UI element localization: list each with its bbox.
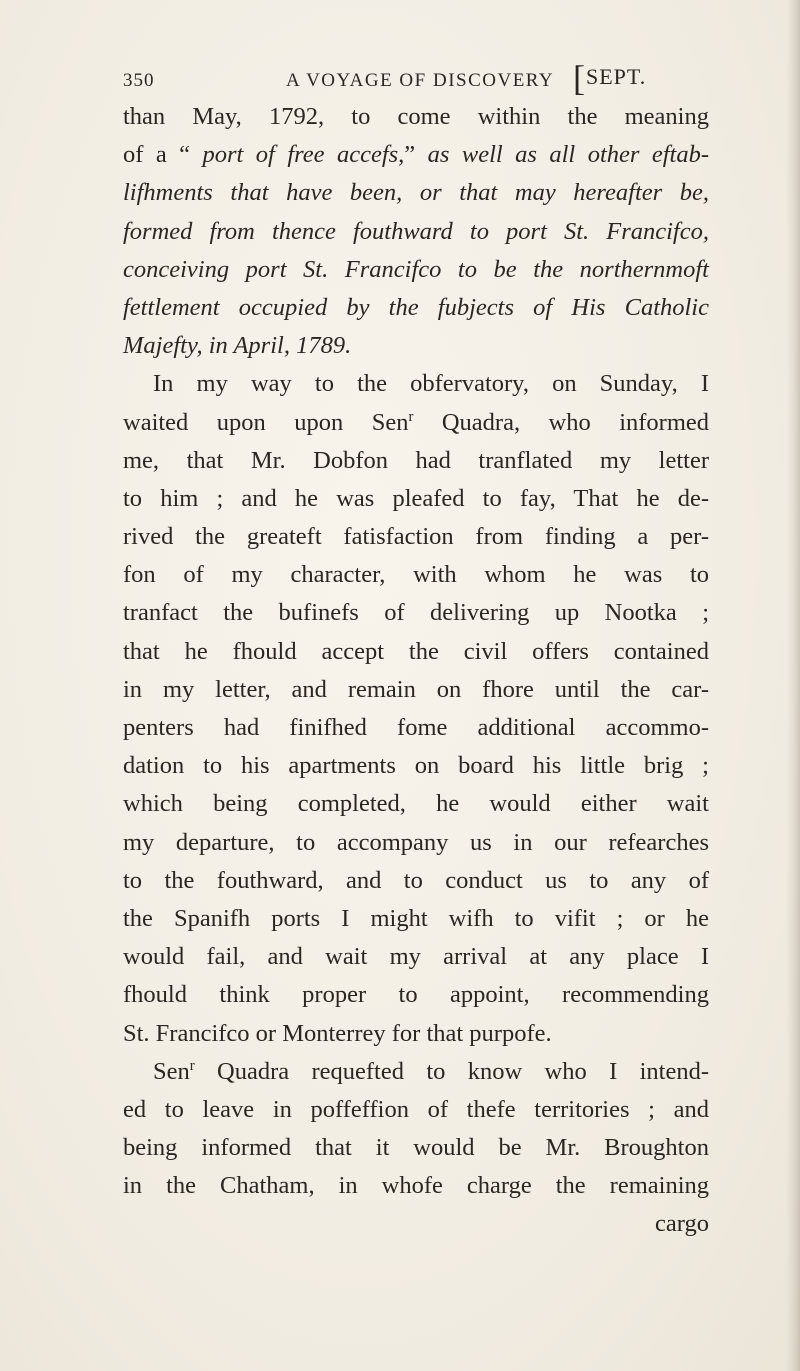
running-title: A VOYAGE OF DISCOVERY: [286, 70, 555, 91]
text-line: [123, 174, 709, 212]
running-header: [123, 60, 693, 100]
page-number: 350: [123, 70, 155, 91]
text-line: [123, 251, 709, 289]
text-line: penters had finifhed fome additional accommo-: [123, 714, 709, 741]
text-line: that he fhould accept the civil offers contained: [123, 637, 709, 665]
text-line: [123, 327, 709, 365]
text-line: being informed that it would be Mr. Broughton: [123, 1134, 709, 1162]
text-line: to him ; and he was pleafed to fay, That he de-: [123, 484, 709, 512]
paragraph-start-line: Sen$^r$ Quadra requefted to know who I intend-: [153, 1057, 709, 1085]
text-line: St. Francifco or Monterrey for that purpofe.: [123, 1019, 552, 1047]
text-line: fon of my character, with whom he was to: [123, 561, 709, 589]
italic-line: fettlement occupied by the fubjects of His Catholic: [123, 293, 709, 321]
italic-line: lifhments that have been, or that may hereafter be,: [123, 179, 709, 207]
text-line: in my letter, and remain on fhore until the car-: [123, 675, 709, 703]
text-line: rived the greateft fatisfaction from finding a per-: [123, 523, 709, 551]
text-line: waited upon upon Sen$^r$ Quadra, who informed: [123, 408, 709, 436]
section-tag-text: SEPT.: [586, 64, 647, 89]
text-line: which being completed, he would either wait: [123, 790, 709, 818]
paragraph-start-line: In my way to the obfervatory, on Sunday, I: [153, 370, 709, 398]
section-tag: [SEPT.: [573, 58, 647, 98]
text-line: [123, 136, 709, 174]
italic-line: formed from thence fouthward to port St. Francifco,: [123, 217, 709, 245]
text-line: the Spanifh ports I might wifh to vifit ; or he: [123, 904, 709, 932]
italic-line: Majefty, in April, 1789.: [123, 332, 352, 360]
italic-segment: as well as all other eftab-: [427, 141, 710, 169]
text-line: fhould think proper to appoint, recommending: [123, 981, 709, 1009]
text-line: dation to his apartments on board his little brig ;: [123, 752, 709, 780]
text-line: [123, 213, 709, 251]
text-line: ed to leave in poffeffion of thefe territories ; and: [123, 1095, 709, 1123]
text-line: tranfact the bufinefs of delivering up Nootka ;: [123, 599, 709, 627]
text-line: my departure, to accompany us in our refearches: [123, 828, 709, 856]
text-line: would fail, and wait my arrival at any place I: [123, 943, 709, 971]
text-segment: ”: [404, 141, 428, 169]
text-line: [123, 289, 709, 327]
text-line: than May, 1792, to come within the meaning: [123, 103, 709, 130]
italic-segment: port of free accefs,: [202, 141, 405, 169]
text-segment: of a “: [123, 141, 203, 169]
page-edge-shadow: [786, 0, 800, 1371]
text-line: me, that Mr. Dobfon had tranflated my letter: [123, 446, 709, 474]
text-line: to the fouthward, and to conduct us to any of: [123, 866, 709, 894]
body-text: [123, 98, 709, 1244]
text-line: in the Chatham, in whofe charge the remaining: [123, 1172, 709, 1200]
catchword: cargo: [655, 1210, 709, 1238]
italic-line: conceiving port St. Francifco to be the northernmoft: [123, 255, 709, 283]
